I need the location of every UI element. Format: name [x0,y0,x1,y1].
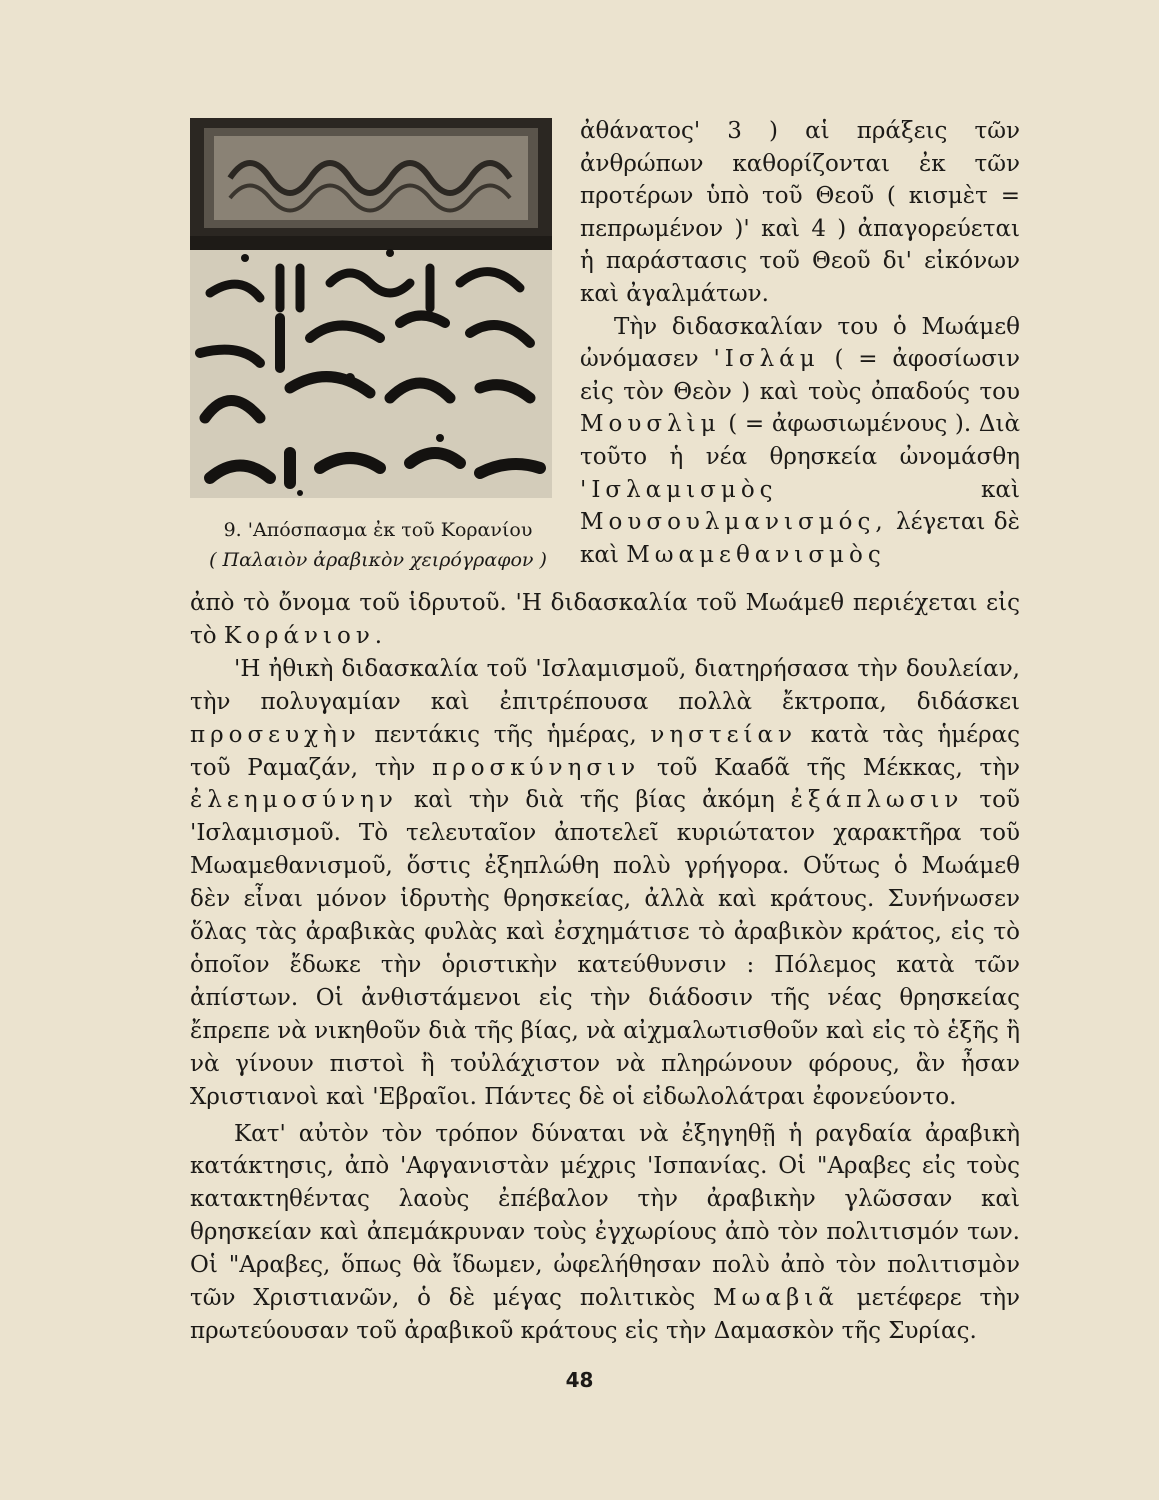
text-run: κατὰ τὰς ἡμέρας τοῦ Ραμαζάν, τὴν [190,721,1021,781]
term-proskynisin: προσκύνησιν [432,754,641,781]
term-islam: 'Ισλάμ [713,346,820,373]
term-eleimosynin: ἐλεημοσύνην [190,787,398,814]
text-run: Τὴν διδασκαλίαν του ὁ Μωάμεθ ὠνόμασεν [580,313,1020,373]
full-paragraph-conquest [190,1118,1020,1348]
term-exaplosin: ἐξάπλωσιν [790,787,964,814]
text-run: 'Η ἠθικὴ διδασκαλία τοῦ 'Ισλαμισμοῦ, διατηρήσασα τὴν δουλείαν, τὴν πολυγαμίαν καὶ ἐπιτρέπουσα πολλὰ ἔκτροπα, διδάσκει [190,655,1020,715]
koran-manuscript-image [190,118,552,498]
text-run: τοῦ 'Ισλαμισμοῦ. Τὸ τελευταῖον ἀποτελεῖ κυριώτατον χαρακτῆρα τοῦ Μωαμεθανισμοῦ, ὅστις ἐξηπλώθη πολὺ γρήγορα. Οὕτως ὁ Μωάμεθ δὲν εἶναι μόνον ἱδρυτὴς θρησκείας, ἀλλὰ καὶ κράτους. Συνήνωσεν ὅλας τὰς ἀραβικὰς φυλὰς καὶ ἐσχημάτισε τὸ ἀραβικὸν κράτος, εἰς τὸ ὁποῖον ἔδωκε τὴν ὁριστικὴν κατεύθυνσιν : Πόλεμος κατὰ τῶν ἀπίστων. Οἱ ἀνθιστάμενοι εἰς τὴν διάδοσιν τῆς νέας θρησκείας ἔπρεπε νὰ νικηθοῦν διὰ τῆς βίας, νὰ αἰχμαλωτισθοῦν καὶ εἰς τὸ ἑξῆς ἢ νὰ γίνουν πιστοὶ ἢ τοὐλάχιστον νὰ πληρώνουν φόρους, ἂν ἦσαν Χριστιανοὶ καὶ 'Εβραῖοι. Πάντες δὲ οἱ εἰδωλολάτραι ἐφονεύοντο. [190,787,1020,1110]
text-run: Κατ' αὐτὸν τὸν τρόπον δύναται νὰ ἐξηγηθῇ ἡ ραγδαία ἀραβικὴ κατάκτησις, ἀπὸ 'Αφγανιστὰν μέχρις 'Ισπανίας. Οἱ "Αραβες εἰς τοὺς κατακτηθέντας λαοὺς ἐπέβαλον τὴν ἀραβικὴν γλῶσσαν καὶ θρησκείαν καὶ ἀπεμάκρυναν τοὺς ἐγχωρίους ἀπὸ τὸν πολιτισμόν των. Οἱ "Αραβες, ὅπως θὰ ἴδωμεν, ὠφελήθησαν πολὺ ἀπὸ τὸν πολιτισμὸν τῶν Χριστιανῶν, ὁ δὲ μέγας πολιτικὸς [190,1120,1020,1312]
term-moamethanismos: Μωαμεθανισμὸς [626,541,886,568]
term-mousoulmanismos: Μουσουλμανισμός, [580,509,888,536]
column-paragraph-1: ἀθάνατος' 3 ) αἱ πράξεις τῶν ἀνθρώπων καθορίζονται ἐκ τῶν προτέρων ὑπὸ τοῦ Θεοῦ ( κισμὲτ = πεπρωμένον )' καὶ 4 ) ἀπαγορεύεται ἡ παράστασις τοῦ Θεοῦ δι' εἰκόνων καὶ ἀγαλμάτων. [580,118,1020,307]
term-moavia: Μωαβιᾶ [713,1285,839,1312]
term-proseuchin: προσευχὴν [190,721,361,748]
full-paragraph-continuation [190,587,1020,653]
text-run: ( = ἀφοσίωσιν εἰς τὸν Θεὸν ) καὶ τοὺς ὀπαδούς του [580,346,1020,405]
text-run: καὶ τὴν διὰ τῆς βίας ἀκόμη [397,787,791,814]
term-islamismos: 'Ισλαμισμὸς [580,476,778,503]
term-nisteian: νηστείαν [650,721,798,748]
caption-line-1: 9. 'Απόσπασμα ἐκ τοῦ Κορανίου [223,519,533,541]
text-run: καὶ [777,476,1020,503]
caption-line-2: ( Παλαιὸν ἀραβικὸν χειρόγραφον ) [209,549,547,571]
figure-caption [188,515,568,575]
text-run: λέγεται δὲ καὶ [580,509,1020,568]
page-number: 48 [565,1368,594,1392]
text-run: ἀπὸ τὸ ὄνομα τοῦ ἱδρυτοῦ. 'Η διδασκαλία τοῦ Μωάμεθ περιέχεται εἰς τὸ [190,590,1020,649]
term-mouslim: Μουσλὶμ [580,411,721,438]
full-width-text [190,587,1020,1348]
column-paragraph-2 [580,311,1020,572]
right-column-text [580,115,1020,571]
text-run: πεντάκις τῆς ἡμέρας, [360,721,651,748]
term-koranion: Κοράνιον. [223,622,388,649]
text-run: ( = ἀφωσιωμένους ). Διὰ τοῦτο ἡ νέα θρησκεία ὠνομάσθη [580,411,1020,470]
text-run: μετέφερε τὴν πρωτεύουσαν τοῦ ἀραβικοῦ κράτους εἰς τὴν Δαμασκὸν τῆς Συρίας. [190,1285,1020,1344]
manuscript-illustration [190,118,552,498]
text-run: τοῦ Καабᾶ τῆς Μέκκας, τὴν [640,754,1020,781]
full-paragraph-ethics [190,653,1020,1114]
